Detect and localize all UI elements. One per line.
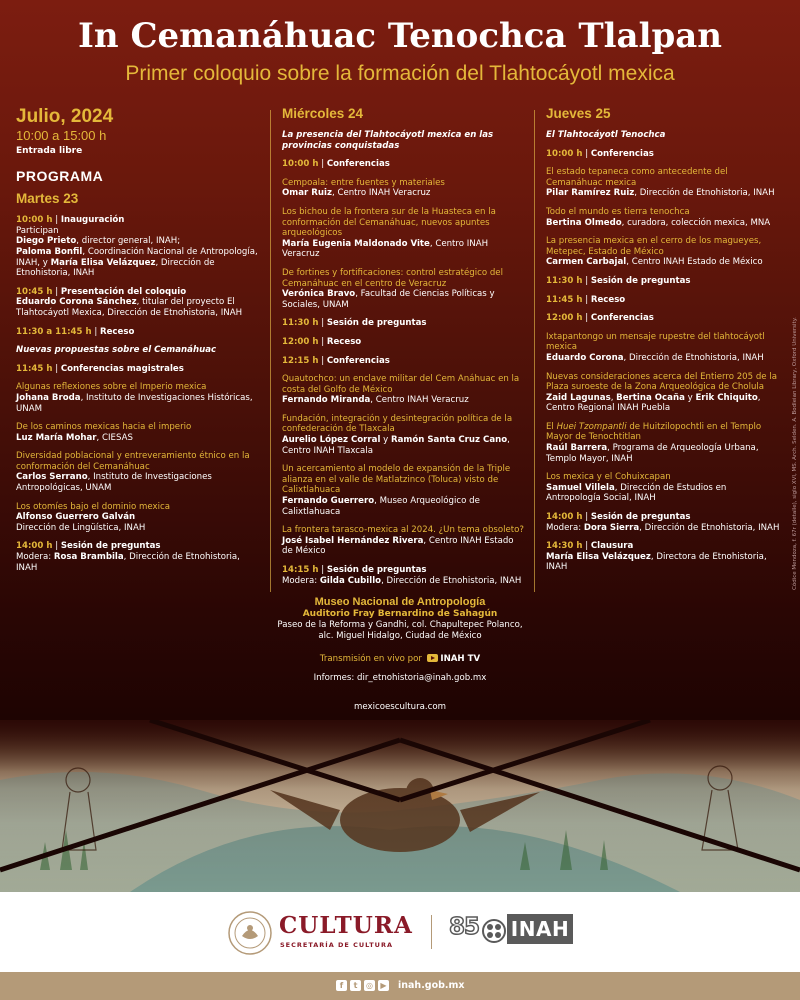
talk-title: Los bichou de la frontera sur de la Huasteca en la conformación del Cemanáhuac, nuevos apuntes arqueológicos [282,206,496,239]
cultura-logo-text: CULTURA [279,912,413,939]
speaker: Aurelio López Corral y Ramón Santa Cruz Cano, Centro INAH Tlaxcala [282,435,510,456]
time-slot: 14:00 h | Sesión de preguntas [16,541,161,552]
talk-title: Nuevas consideraciones acerca del Entierro 205 de la Plaza suroeste de la Zona Arqueológica de Cholula [546,371,777,393]
talk-title: Diversidad poblacional y entreveramiento étnico en la conformación del Cemanáhuac [16,451,250,472]
cultura-subtitle: SECRETARÍA DE CULTURA [280,941,393,949]
contact-info: Informes: dir_etnohistoria@inah.gob.mx [313,673,487,683]
poster-title: In Cemanáhuac Tenochca Tlalpan [77,16,723,56]
talk-title: La frontera tarasco-mexica al 2024. ¿Un tema obsoleto? [282,525,524,536]
column-divider [534,110,535,592]
venue-address: alc. Miguel Hidalgo, Ciudad de México [318,631,482,641]
time-slot: 10:00 h | Inauguración [16,215,125,226]
speaker: Carlos Serrano, Instituto de Investigaciones Antropológicas, UNAM [16,472,212,494]
participants: Diego Prieto, director general, INAH; Paloma Bonfil, Coordinación Nacional de Antropología, INAH, y María Elisa Velázquez, Dirección de Etnohistoria, INAH [16,236,258,279]
speaker: Carmen Carbajal, Centro INAH Estado de México [546,257,763,268]
entrance-note: Entrada libre [16,146,83,156]
time-slot: 10:00 h | Conferencias [546,148,654,159]
speaker: María Eugenia Maldonado Vite, Centro INAH Veracruz [282,238,489,260]
talk-title: El estado tepaneca como antecedente del Cemanáhuac mexica [546,167,728,188]
speaker: Samuel Villela, Dirección de Estudios en Antropología Social, INAH [546,482,727,504]
poster-subtitle: Primer coloquio sobre la formación del Tlahtocáyotl mexica [125,62,675,85]
moderator: Modera: Dora Sierra, Dirección de Etnohistoria, INAH [546,522,780,533]
talk-title: Fundación, integración y desintegración política de la confederación de Tlaxcala [282,413,513,435]
website-link[interactable]: mexicoescultura.com [354,702,446,712]
time-slot: 12:15 h | Conferencias [282,355,390,366]
time-slot: 12:00 h | Receso [282,336,362,347]
moderator: Modera: Rosa Brambila, Dirección de Etnohistoria, INAH [16,552,240,573]
image-credit: Códice Mendoza, f. 67r (detalle), siglo XVI, MS. Arch. Selden. A. Bodleian Library, Oxford University. [792,317,798,590]
talk-title: Ixtapantongo un mensaje rupestre del tlahtocáyotl mexica [546,331,765,353]
venue-name: Museo Nacional de Antropología [314,596,486,608]
day-heading-thursday: Jueves 25 [546,106,611,121]
speaker: Zaid Lagunas, Bertina Ocaña y Erik Chiquito, Centro Regional INAH Puebla [546,392,761,414]
inah-anniversary-number: 85 [449,914,480,940]
speaker: Eduardo Corona, Dirección de Etnohistoria, INAH [546,352,764,363]
inah-logo-text: INAH [507,914,573,944]
time-slot: 12:00 h | Conferencias [546,313,654,324]
speaker: Raúl Barrera, Programa de Arqueología Urbana, Templo Mayor, INAH [546,443,759,464]
time-slot: 14:15 h | Sesión de preguntas [282,565,427,575]
time-slot: 11:45 h | Receso [546,294,626,305]
instagram-icon[interactable]: ◎ [364,980,375,991]
talk-title: Los mexica y el Cohuixcapan [546,472,671,483]
stream-info: Transmisión en vivo por INAH TV [319,654,481,664]
speaker: José Isabel Hernández Rivera, Centro INAH Estado de México [282,535,514,557]
talk-title: Cempoala: entre fuentes y materiales [282,177,445,188]
inah-tv-link[interactable]: INAH TV [440,654,481,664]
tuesday-column [16,106,262,573]
event-hours: 10:00 a 15:00 h [16,128,107,143]
speaker: Verónica Bravo, Facultad de Ciencias Políticas y Sociales, UNAM [282,289,495,310]
session-title: Nuevas propuestas sobre el Cemanáhuac [16,345,217,356]
social-links [336,980,389,991]
venue-hall: Auditorio Fray Bernardino de Sahagún [302,609,498,619]
talk-title: La presencia mexica en el cerro de los magueyes, Metepec, Estado de México [546,236,762,257]
event-month: Julio, 2024 [16,106,114,127]
talk-title: Un acercamiento al modelo de expansión de la Triple alianza en el valle de Matlatzinco (Toluca) visto de Calixtlahuaca [282,464,511,496]
thursday-column [542,106,782,573]
time-slot: 11:30 h | Sesión de preguntas [546,275,691,286]
talk-title: Algunas reflexiones sobre el Imperio mexica [16,382,207,393]
session-title: El Tlahtocáyotl Tenochca [546,130,666,140]
talk-title: Los otomíes bajo el dominio mexica [16,501,171,512]
time-slot: 14:30 h | Clausura [546,541,634,552]
time-slot: 11:30 a 11:45 h | Receso [16,326,135,337]
talk-title: El Huei Tzompantli de Huitzilopochtli en el Templo Mayor de Tenochtitlan [546,421,762,443]
speaker: Alfonso Guerrero Galván [16,512,136,523]
inah-emblem-icon [481,918,507,944]
program-heading: PROGRAMA [16,167,104,184]
participants-label: Participan [16,225,59,236]
youtube-icon [427,654,438,662]
time-slot: 11:30 h | Sesión de preguntas [282,318,427,329]
venue-address: Paseo de la Reforma y Gandhi, col. Chapultepec Polanco, [277,620,523,630]
speaker: Pilar Ramírez Ruiz, Dirección de Etnohistoria, INAH [546,188,775,199]
talk-title: Quautochco: un enclave militar del Cem Anáhuac en la costa del Golfo de México [282,374,520,395]
speaker: Omar Ruiz, Centro INAH Veracruz [282,188,431,199]
speaker: Fernando Guerrero, Museo Arqueológico de Calixtlahuaca [282,496,480,517]
logo-divider [431,915,432,949]
day-heading-wednesday: Miércoles 24 [282,106,364,121]
youtube-icon[interactable]: ▶ [378,980,389,991]
talk-title: Todo el mundo es tierra tenochca [546,206,690,217]
speaker: Eduardo Corona Sánchez, titular del proyecto El Tlahtocáyotl Mexica, Dirección de Etnohistoria, INAH [16,297,243,318]
wednesday-column [278,106,526,586]
time-slot: 10:00 h | Conferencias [282,159,390,170]
time-slot: 10:45 h | Presentación del coloquio [16,286,187,297]
talk-title: De fortines y fortificaciones: control estratégico del Cemanáhuac en el centro de Veracruz [282,267,503,289]
time-slot: 11:45 h | Conferencias magistrales [16,363,184,374]
session-title: La presencia del Tlahtocáyotl mexica en las provincias conquistadas [282,130,494,151]
day-heading-tuesday: Martes 23 [16,191,79,207]
facebook-icon[interactable]: f [336,980,347,991]
inah-website-link[interactable]: inah.gob.mx [398,980,465,991]
mexico-seal-icon [226,910,274,956]
moderator: Modera: Gilda Cubillo, Dirección de Etnohistoria, INAH [282,575,522,586]
speaker: María Elisa Velázquez, Directora de Etnohistoria, INAH [546,551,767,573]
venue-block [240,596,560,713]
speaker: Fernando Miranda, Centro INAH Veracruz [282,395,469,406]
codex-illustration [0,720,800,892]
speaker-affiliation: Dirección de Lingüística, INAH [16,522,146,533]
column-divider [270,110,271,592]
speaker: Bertina Olmedo, curadora, colección mexica, MNA [546,217,771,228]
speaker: Johana Broda, Instituto de Investigaciones Históricas, UNAM [16,392,253,414]
time-slot: 14:00 h | Sesión de preguntas [546,512,691,523]
twitter-icon[interactable]: t [350,980,361,991]
speaker: Luz María Mohar, CIESAS [16,432,133,443]
talk-title: De los caminos mexicas hacia el imperio [16,422,192,433]
